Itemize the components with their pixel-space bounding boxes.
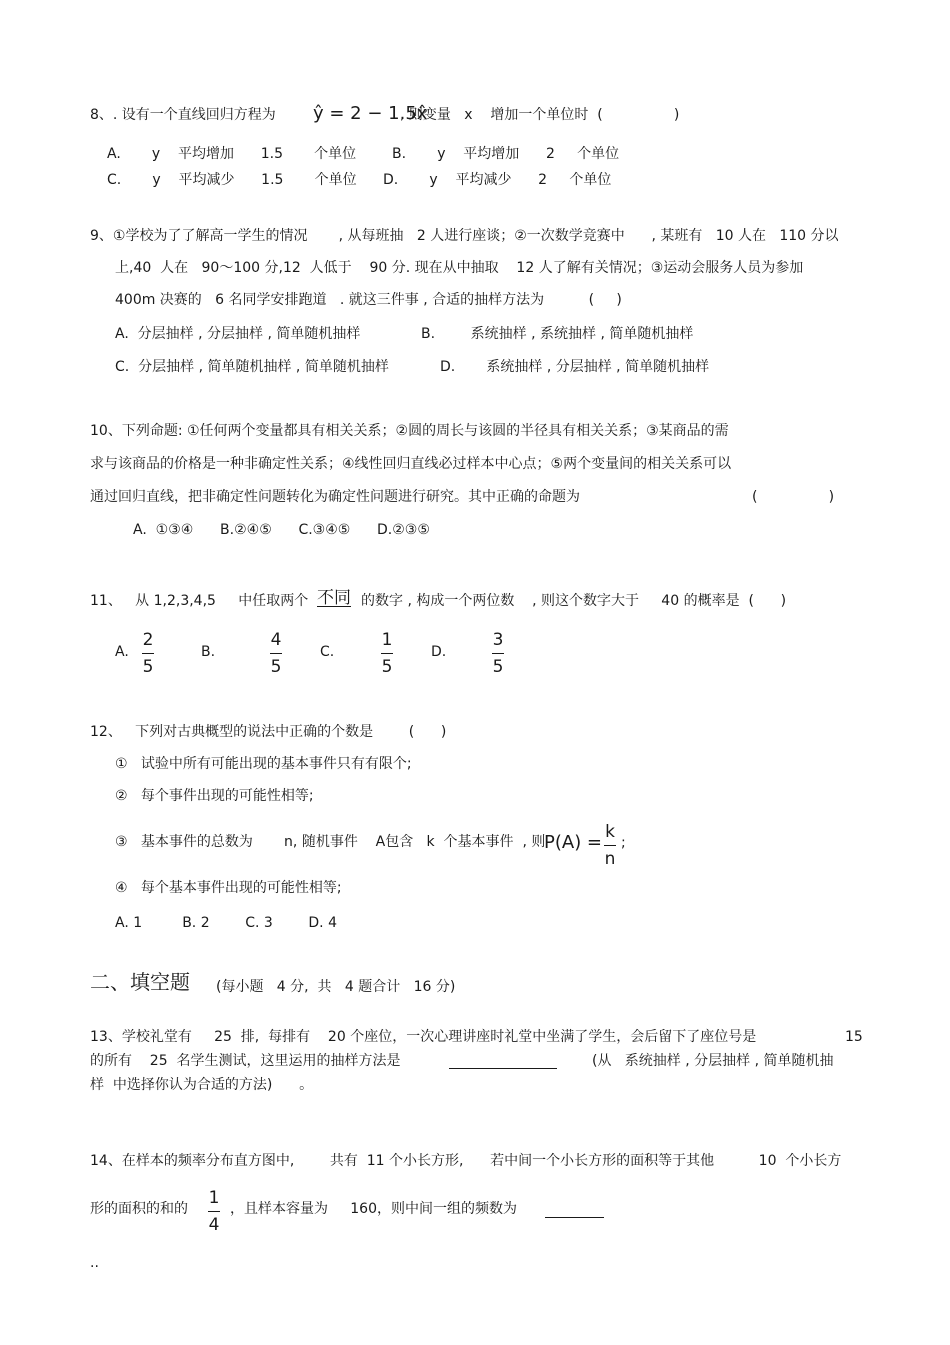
q13-line-1: 13、学校礼堂有 25 排, 每排有 20 个座位，一次心理讲座时礼堂中坐满了学生，会后留下了座位号是 xyxy=(90,1029,757,1045)
q11-underlined-word: 不同 xyxy=(317,588,351,608)
fraction-numerator: 1 xyxy=(208,1188,220,1208)
q9-option-a: A. 分层抽样 , 分层抽样 , 简单随机抽样 xyxy=(115,326,361,342)
q13-line-2: 的所有 25 名学生测试，这里运用的抽样方法是 xyxy=(90,1053,401,1069)
q12-item-3-formula: P(A) = xyxy=(544,832,603,853)
q11-option-c-fraction xyxy=(381,630,393,677)
q12-stem: 12、 下列对古典概型的说法中正确的个数是 ( ) xyxy=(90,724,447,740)
fraction-denominator: 5 xyxy=(492,657,504,677)
fraction-numerator: 4 xyxy=(270,630,282,650)
q9-option-d: D. 系统抽样 , 分层抽样 , 简单随机抽样 xyxy=(440,359,710,375)
q13-line-2-end: (从 系统抽样 , 分层抽样 , 简单随机抽 xyxy=(592,1053,834,1069)
q11-option-a-fraction xyxy=(142,630,154,677)
q8-option-b: B. y 平均增加 2 个单位 xyxy=(392,146,620,162)
fraction-bar xyxy=(492,653,504,654)
q10-line-1: 10、下列命题: ①任何两个变量都具有相关关系；②圆的周长与该圆的半径具有相关关系；③某商品的需 xyxy=(90,423,729,439)
q12-item-4: ④ 每个基本事件出现的可能性相等; xyxy=(115,880,342,896)
q8-option-c: C. y 平均减少 1.5 个单位 xyxy=(107,172,357,188)
q10-line-2: 求与该商品的价格是一种非确定性关系；④线性回归直线必过样本中心点；⑤两个变量间的相关关系可以 xyxy=(90,456,732,472)
fraction-denominator: 5 xyxy=(270,657,282,677)
q10-line-3: 通过回归直线，把非确定性问题转化为确定性问题进行研究。其中正确的命题为 xyxy=(90,489,580,505)
q8-option-a: A. y 平均增加 1.5 个单位 xyxy=(107,146,357,162)
fraction-denominator: n xyxy=(604,849,616,869)
q9-option-b: B. 系统抽样 , 系统抽样 , 简单随机抽样 xyxy=(421,326,694,342)
q13-line-1-end: 15 xyxy=(845,1029,863,1045)
q8-equation: ŷ = 2 − 1.5x̂ xyxy=(313,103,428,124)
fraction-numerator: 3 xyxy=(492,630,504,650)
fraction-bar xyxy=(270,653,282,654)
q12-item-3-fraction xyxy=(604,822,616,869)
section-2-note: (每小题 4 分, 共 4 题合计 16 分) xyxy=(216,979,456,995)
q12-item-3: ③ 基本事件的总数为 n, 随机事件 A包含 k 个基本事件 , 则 xyxy=(115,834,546,850)
q12-item-1: ① 试验中所有可能出现的基本事件只有有限个; xyxy=(115,756,412,772)
q10-options: A. ①③④ B.②④⑤ C.③④⑤ D.②③⑤ xyxy=(133,522,430,538)
q9-line-1: 9、①学校为了了解高一学生的情况 , 从每班抽 2 人进行座谈；②一次数学竞赛中 , 某班有 10 人在 110 分以 xyxy=(90,228,839,244)
q9-line-3: 400m 决赛的 6 名同学安排跑道 . 就这三件事 , 合适的抽样方法为 ( ) xyxy=(115,292,622,308)
fraction-numerator: 2 xyxy=(142,630,154,650)
fraction-bar xyxy=(142,653,154,654)
q11-option-a-label: A. xyxy=(115,644,129,660)
q11-option-c-label: C. xyxy=(320,644,335,660)
q13-answer-blank[interactable] xyxy=(449,1068,557,1069)
q11-option-d-fraction xyxy=(492,630,504,677)
q9-line-2: 上,40 人在 90～100 分,12 人低于 90 分. 现在从中抽取 12 人了解有关情况；③运动会服务人员为参加 xyxy=(115,260,804,276)
section-2-title: 二、填空题 xyxy=(90,970,190,994)
q12-options: A. 1 B. 2 C. 3 D. 4 xyxy=(115,915,337,931)
fraction-denominator: 5 xyxy=(381,657,393,677)
q12-item-3-end: ; xyxy=(621,835,626,851)
fraction-numerator: 1 xyxy=(381,630,393,650)
q8-stem-a: 8、. 设有一个直线回归方程为 xyxy=(90,107,276,123)
q11-option-d-label: D. xyxy=(431,644,447,660)
q8-stem-b: , 则变量 x 增加一个单位时 ( ) xyxy=(400,107,680,123)
fraction-bar xyxy=(208,1211,220,1212)
q8-option-d: D. y 平均减少 2 个单位 xyxy=(383,172,612,188)
q14-line-2-b: ，且样本容量为 160，则中间一组的频数为 xyxy=(230,1201,517,1217)
q14-answer-blank[interactable] xyxy=(545,1217,604,1218)
fraction-denominator: 4 xyxy=(208,1215,220,1235)
q11-stem-b: 的数字 , 构成一个两位数 , 则这个数字大于 40 的概率是 ( ) xyxy=(361,593,787,609)
q11-option-b-label: B. xyxy=(201,644,216,660)
q11-option-b-fraction xyxy=(270,630,282,677)
page-footer-marks: .. xyxy=(90,1255,99,1271)
q14-line-2-a: 形的面积的和的 xyxy=(90,1201,188,1217)
q12-item-2: ② 每个事件出现的可能性相等; xyxy=(115,788,314,804)
q14-line-1: 14、在样本的频率分布直方图中, 共有 11 个小长方形, 若中间一个小长方形的面积等于其他 10 个小长方 xyxy=(90,1153,842,1169)
fraction-bar xyxy=(381,653,393,654)
q11-stem-a: 11、 从 1,2,3,4,5 中任取两个 xyxy=(90,593,309,609)
q10-answer-paren: ( ) xyxy=(752,489,835,505)
q14-fraction xyxy=(208,1188,220,1235)
fraction-denominator: 5 xyxy=(142,657,154,677)
q9-option-c: C. 分层抽样 , 简单随机抽样 , 简单随机抽样 xyxy=(115,359,389,375)
q13-line-3: 样 中选择你认为合适的方法) 。 xyxy=(90,1077,314,1093)
fraction-bar xyxy=(604,845,616,846)
fraction-numerator: k xyxy=(605,822,615,842)
